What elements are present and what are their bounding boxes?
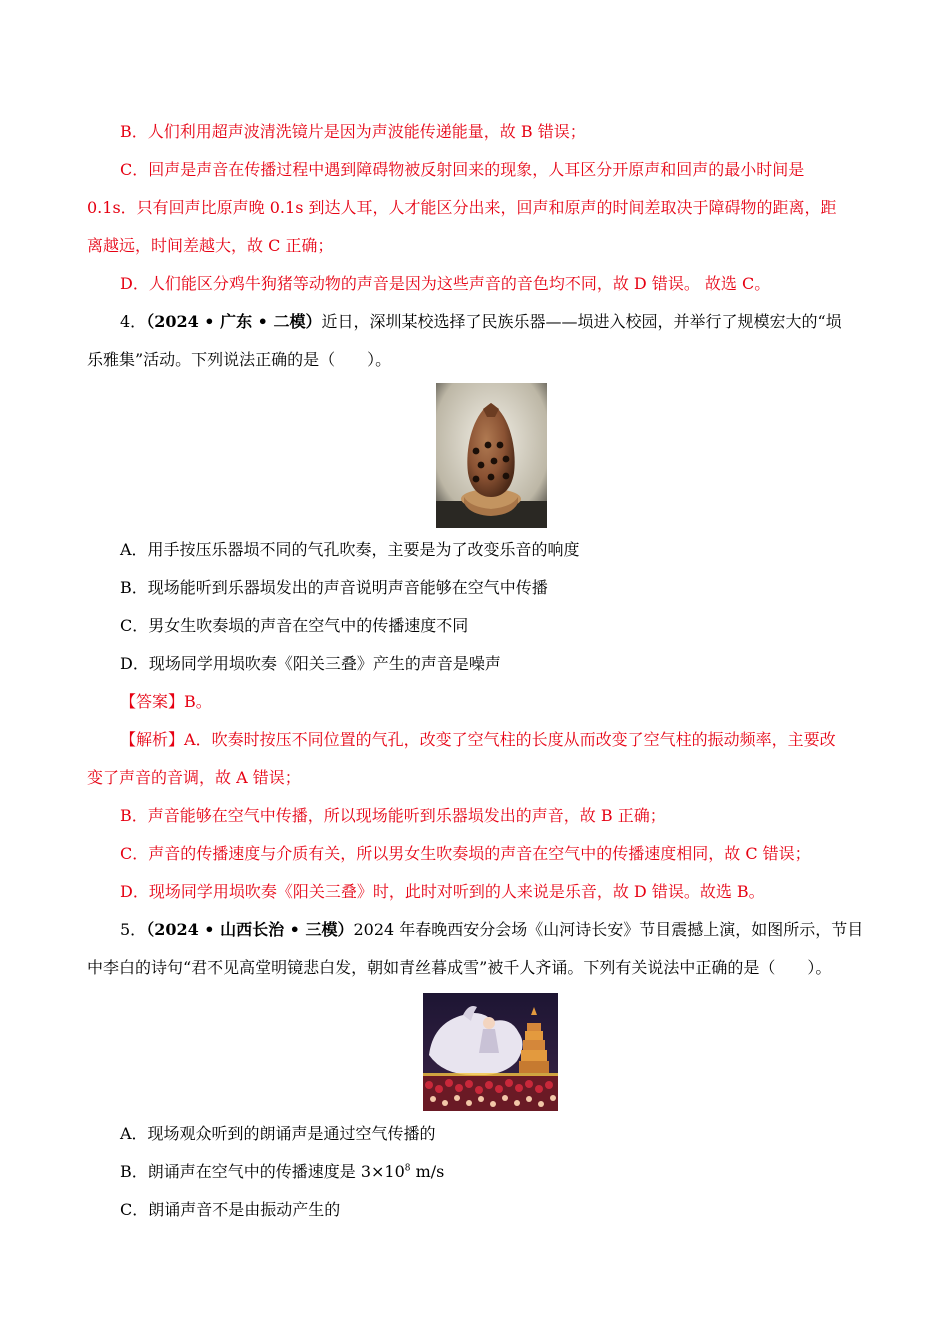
q5-option-b-text: B．朗诵声在空气中的传播速度是 3×10 bbox=[120, 1162, 405, 1181]
q4-explain-a-line2: 变了声音的音调，故 A 错误； bbox=[87, 768, 301, 787]
gala-stage-photo bbox=[423, 993, 558, 1111]
q4-stem-line1 bbox=[120, 311, 842, 333]
q4-answer bbox=[120, 691, 212, 713]
q4-explain-b: B．声音能够在空气中传播，所以现场能听到乐器埙发出的声音，故 B 正确； bbox=[120, 806, 666, 825]
q4-answer-tag: 【答案】 bbox=[120, 692, 185, 711]
q5-stem-line2: 中李白的诗句“君不见高堂明镜悲白发，朝如青丝暮成雪”被千人齐诵。下列有关说法中正确的是（ ）。 bbox=[87, 958, 832, 977]
q4-number: 4． bbox=[120, 312, 147, 331]
q3-explain-c-line1: C．回声是声音在传播过程中遇到障碍物被反射回来的现象，人耳区分开原声和回声的最小时间是 bbox=[120, 160, 805, 179]
q5-option-b-exponent: 8 bbox=[404, 1163, 411, 1174]
q4-stem-text: 近日，深圳某校选择了民族乐器——埙进入校园，并举行了规模宏大的“埙 bbox=[321, 312, 842, 331]
xun-instrument-photo bbox=[436, 383, 547, 528]
q4-option-b: B．现场能听到乐器埙发出的声音说明声音能够在空气中传播 bbox=[120, 578, 548, 597]
q4-explain-c: C．声音的传播速度与介质有关，所以男女生吹奏埙的声音在空气中的传播速度相同，故 C 错误； bbox=[120, 844, 811, 863]
q4-option-c: C．男女生吹奏埙的声音在空气中的传播速度不同 bbox=[120, 616, 469, 635]
q5-option-b-unit: m/s bbox=[410, 1162, 445, 1181]
q4-option-a: A．用手按压乐器埙不同的气孔吹奏，主要是为了改变乐音的响度 bbox=[120, 540, 580, 559]
q5-stem-line1 bbox=[120, 919, 863, 941]
q5-option-c: C．朗诵声音不是由振动产生的 bbox=[120, 1200, 341, 1219]
q4-explain-tag: 【解析】 bbox=[120, 730, 185, 749]
gala-stage-illustration bbox=[423, 993, 558, 1111]
q4-explain-d: D．现场同学用埙吹奏《阳关三叠》时，此时对听到的人来说是乐音，故 D 错误。故选 B。 bbox=[120, 882, 765, 901]
q5-option-b bbox=[120, 1161, 444, 1183]
q3-explain-c-line2: 0.1s．只有回声比原声晚 0.1s 到达人耳，人才能区分出来，回声和原声的时间差取决于障碍物的距离，距 bbox=[87, 198, 837, 217]
q3-explain-c-line3: 离越远，时间差越大，故 C 正确； bbox=[87, 236, 334, 255]
q5-stem-text: 2024 年春晚西安分会场《山河诗长安》节目震撼上演，如图所示，节目 bbox=[353, 920, 864, 939]
xun-illustration bbox=[436, 383, 547, 528]
q5-number: 5． bbox=[120, 920, 147, 939]
q4-source: （2024 • 广东 • 二模） bbox=[146, 312, 322, 331]
q4-explain-a-text: A．吹奏时按压不同位置的气孔，改变了空气柱的长度从而改变了空气柱的振动频率，主要改 bbox=[184, 730, 836, 749]
q5-option-a: A．现场观众听到的朗诵声是通过空气传播的 bbox=[120, 1124, 436, 1143]
q4-stem-line2: 乐雅集”活动。下列说法正确的是（ ）。 bbox=[87, 350, 392, 369]
q3-explain-b: B．人们利用超声波清洗镜片是因为声波能传递能量，故 B 错误； bbox=[120, 122, 586, 141]
q3-explain-d: D．人们能区分鸡牛狗猪等动物的声音是因为这些声音的音色均不同，故 D 错误。 故选 C。 bbox=[120, 274, 771, 293]
q4-explain-a-line1 bbox=[120, 729, 836, 751]
q4-option-d: D．现场同学用埙吹奏《阳关三叠》产生的声音是噪声 bbox=[120, 654, 501, 673]
q4-answer-value: B。 bbox=[184, 692, 212, 711]
q5-source: （2024 • 山西长治 • 三模） bbox=[146, 920, 354, 939]
